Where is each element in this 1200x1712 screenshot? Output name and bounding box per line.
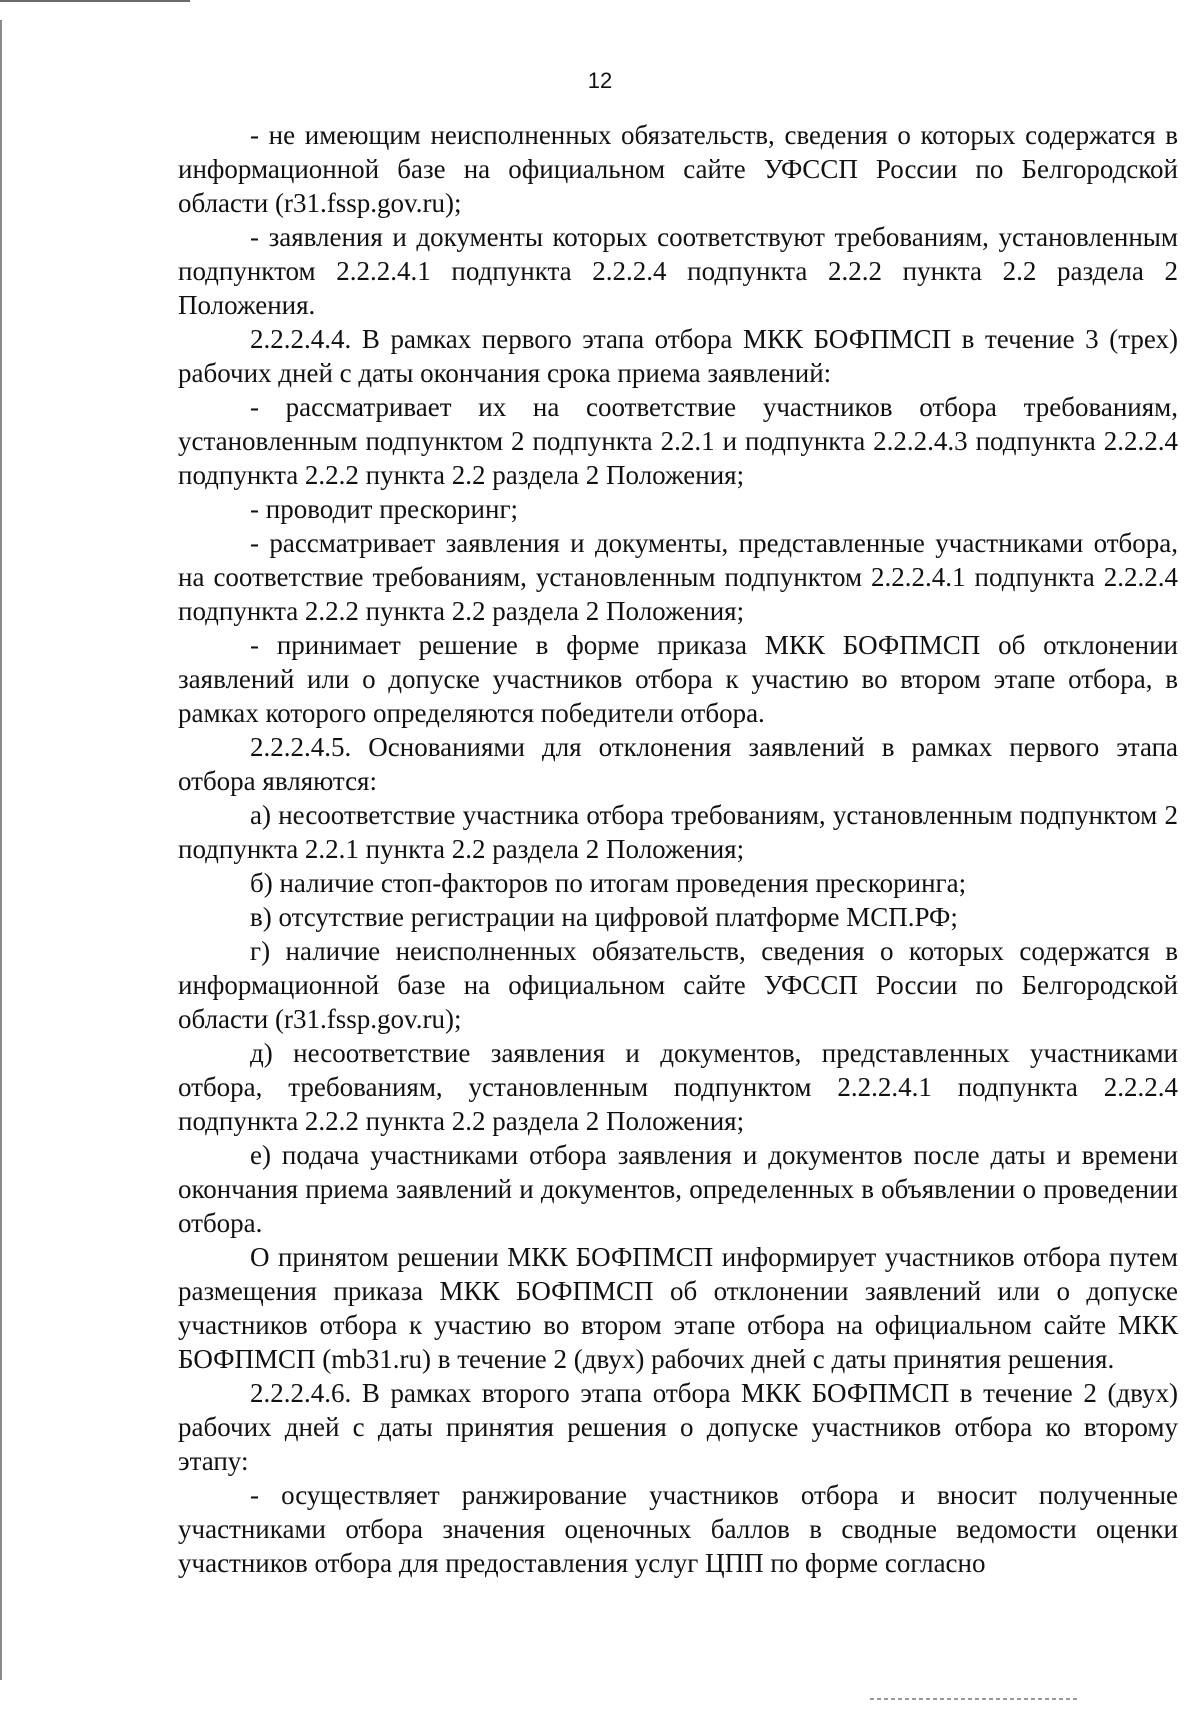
paragraph: О принятом решении МКК БОФПМСП информирует участников отбора путем размещения приказа МКК БОФПМСП об отклонении заявлений или о допуске участников отбора к участию во втором этапе отбора на официальном сайте МКК БОФПМСП (mb31.ru) в течение 2 (двух) рабочих дней с даты принятия решения. [178, 1242, 1178, 1374]
scan-edge-left [0, 20, 2, 1680]
paragraph: - рассматривает заявления и документы, представленные участниками отбора, на соответствие требованиям, установленным подпунктом 2.2.2.4.1 подпункта 2.2.2.4 подпункта 2.2.2 пункта 2.2 раздела 2 Положения; [178, 528, 1178, 626]
paragraph: 2.2.2.4.4. В рамках первого этапа отбора МКК БОФПМСП в течение 3 (трех) рабочих дней с даты окончания срока приема заявлений: [178, 324, 1178, 388]
paragraph: б) наличие стоп-факторов по итогам проведения прескоринга; [250, 868, 967, 898]
document-body [178, 118, 1178, 1580]
scan-edge-top [0, 0, 190, 2]
paragraph: - проводит прескоринг; [250, 494, 519, 524]
paragraph: - заявления и документы которых соответствуют требованиям, установленным подпунктом 2.2.2.4.1 подпункта 2.2.2.4 подпункта 2.2.2 пункта 2.2 раздела 2 Положения. [178, 222, 1178, 320]
paragraph: в) отсутствие регистрации на цифровой платформе МСП.РФ; [250, 902, 958, 932]
page-number: 12 [587, 68, 613, 93]
paragraph: д) несоответствие заявления и документов, представленных участниками отбора, требованиям, установленным подпунктом 2.2.2.4.1 подпункта 2.2.2.4 подпункта 2.2.2 пункта 2.2 раздела 2 Положения; [178, 1038, 1178, 1136]
paragraph: а) несоответствие участника отбора требованиям, установленным подпунктом 2 подпункта 2.2.1 пункта 2.2 раздела 2 Положения; [178, 800, 1178, 864]
paragraph: - рассматривает их на соответствие участников отбора требованиям, установленным подпунктом 2 подпункта 2.2.1 и подпункта 2.2.2.4.3 подпункта 2.2.2.4 подпункта 2.2.2 пункта 2.2 раздела 2 Положения; [178, 392, 1178, 490]
paragraph: - принимает решение в форме приказа МКК БОФПМСП об отклонении заявлений или о допуске участников отбора к участию во втором этапе отбора, в рамках которого определяются победители отбора. [178, 630, 1178, 728]
paragraph: - осуществляет ранжирование участников отбора и вносит полученные участниками отбора значения оценочных баллов в сводные ведомости оценки участников отбора для предоставления услуг ЦПП по форме согласно [178, 1480, 1178, 1578]
scan-edge-bottom [870, 1698, 1080, 1700]
paragraph: е) подача участниками отбора заявления и документов после даты и времени окончания приема заявлений и документов, определенных в объявлении о проведении отбора. [178, 1140, 1178, 1238]
paragraph: 2.2.2.4.5. Основаниями для отклонения заявлений в рамках первого этапа отбора являются: [178, 732, 1178, 796]
paragraph: 2.2.2.4.6. В рамках второго этапа отбора МКК БОФПМСП в течение 2 (двух) рабочих дней с даты принятия решения о допуске участников отбора ко второму этапу: [178, 1378, 1178, 1476]
paragraph: г) наличие неисполненных обязательств, сведения о которых содержатся в информационной базе на официальном сайте УФССП России по Белгородской области (r31.fssp.gov.ru); [178, 936, 1178, 1034]
paragraph: - не имеющим неисполненных обязательств, сведения о которых содержатся в информационной базе на официальном сайте УФССП России по Белгородской области (r31.fssp.gov.ru); [178, 120, 1178, 218]
